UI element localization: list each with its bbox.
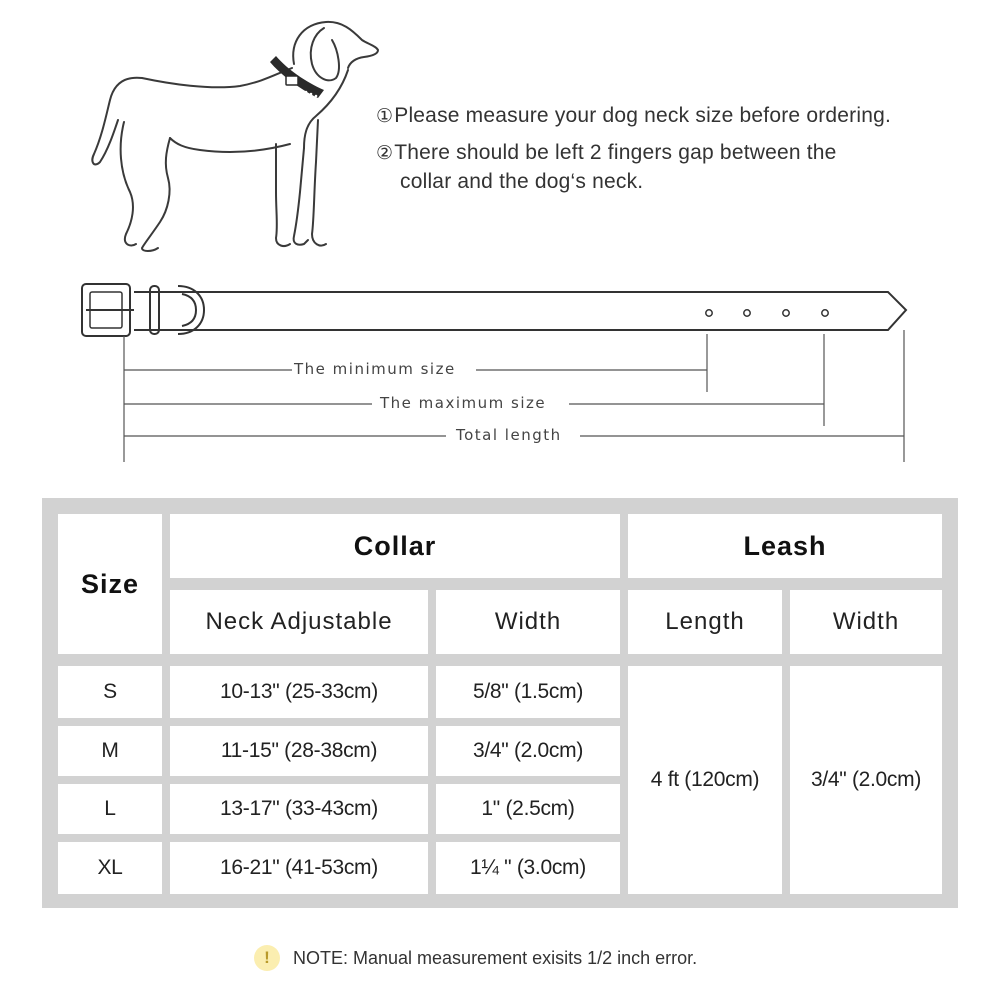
warning-icon: ! <box>254 945 280 971</box>
instruction-2-continuation <box>400 167 643 197</box>
maximum-size-label: The maximum size <box>380 394 547 412</box>
collar-diagram <box>0 270 1000 470</box>
neck-cell: 16-21" (41-53cm) <box>170 842 428 894</box>
collar-width-header: Width <box>436 590 620 654</box>
instruction-1-text: Please measure your dog neck size before ordering. <box>394 104 892 127</box>
collar-hole <box>744 310 750 316</box>
instruction-2-text: There should be left 2 fingers gap between the <box>394 141 837 164</box>
neck-adjustable-header: Neck Adjustable <box>170 590 428 654</box>
leash-length-cell: 4 ft (120cm) <box>628 666 782 894</box>
leash-header: Leash <box>628 514 942 578</box>
collar-hole <box>783 310 789 316</box>
neck-cell: 13-17" (33-43cm) <box>170 784 428 834</box>
collar-width-cell: 3/4" (2.0cm) <box>436 726 620 776</box>
collar-hole <box>822 310 828 316</box>
size-cell: S <box>58 666 162 718</box>
size-cell: M <box>58 726 162 776</box>
collar-header: Collar <box>170 514 620 578</box>
leash-width-cell: 3/4" (2.0cm) <box>790 666 942 894</box>
note-text: NOTE: Manual measurement exisits 1/2 inch error. <box>293 948 698 968</box>
size-cell: L <box>58 784 162 834</box>
neck-cell: 10-13" (25-33cm) <box>170 666 428 718</box>
instruction-2 <box>376 138 837 168</box>
collar-width-cell: 1¼ " (3.0cm) <box>436 842 620 894</box>
size-cell: XL <box>58 842 162 894</box>
leash-length-header: Length <box>628 590 782 654</box>
instruction-2-marker: ② <box>376 142 394 164</box>
instruction-1-marker: ① <box>376 105 394 127</box>
leash-width-header: Width <box>790 590 942 654</box>
size-header: Size <box>58 514 162 654</box>
neck-cell: 11-15" (28-38cm) <box>170 726 428 776</box>
instruction-1 <box>376 101 891 131</box>
instruction-2-text-line2: collar and the dog‘s neck. <box>400 170 644 193</box>
dog-illustration <box>80 12 390 257</box>
size-table <box>42 498 958 908</box>
collar-strap <box>134 292 906 330</box>
total-length-label: Total length <box>456 426 562 444</box>
collar-width-cell: 5/8" (1.5cm) <box>436 666 620 718</box>
collar-width-cell: 1" (2.5cm) <box>436 784 620 834</box>
collar-hole <box>706 310 712 316</box>
minimum-size-label: The minimum size <box>294 360 456 378</box>
